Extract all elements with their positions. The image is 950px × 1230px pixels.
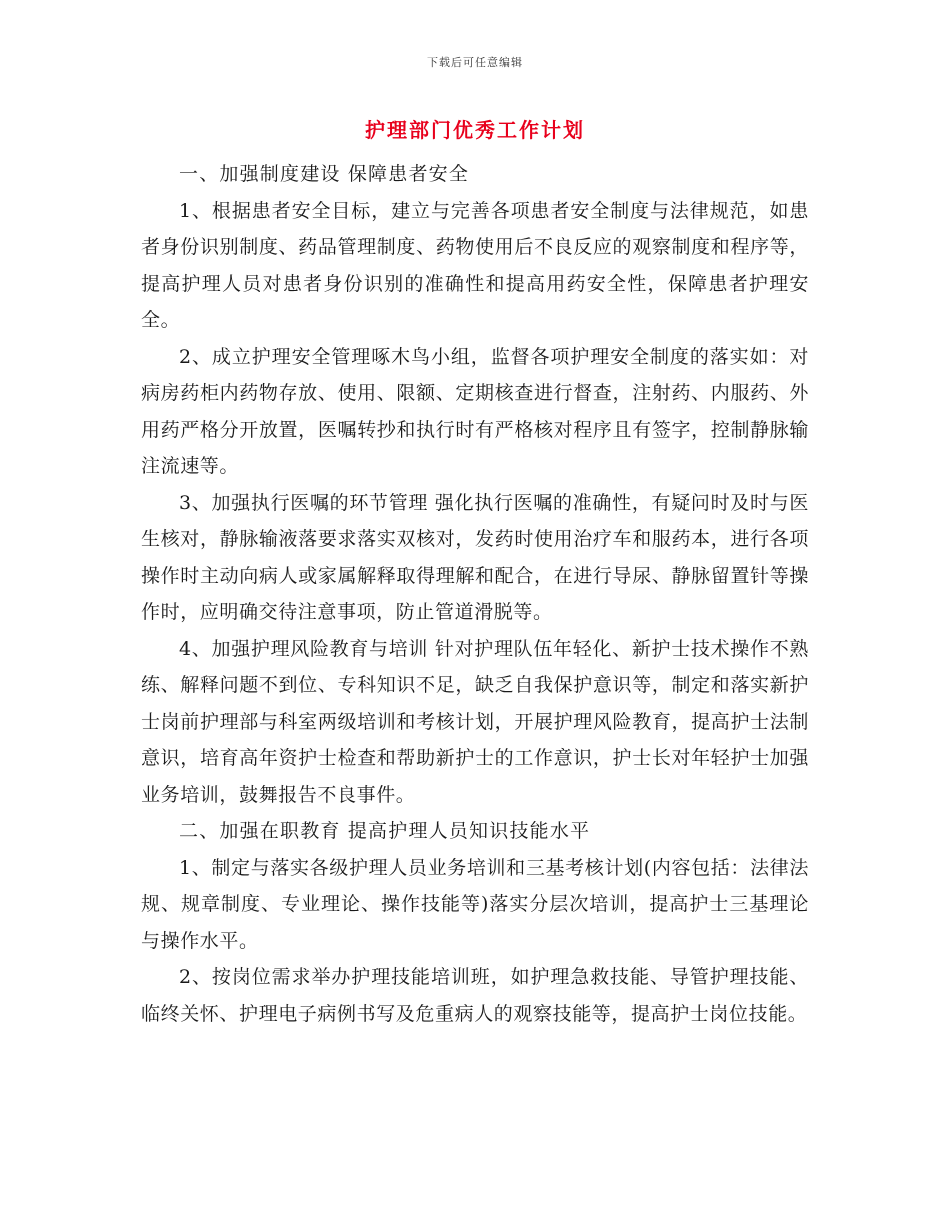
paragraph-1-1: 1、根据患者安全目标，建立与完善各项患者安全制度与法律规范，如患者身份识别制度、药品管理制度、药物使用后不良反应的观察制度和程序等，提高护理人员对患者身份识别的准确性和提高用药安全性，保障患者护理安全。 <box>141 199 809 331</box>
page-header-note: 下载后可任意编辑 <box>427 56 523 69</box>
paragraph-1-4: 4、加强护理风险教育与培训 针对护理队伍年轻化、新护士技术操作不熟练、解释问题不到位、专科知识不足，缺乏自我保护意识等，制定和落实新护士岗前护理部与科室两级培训和考核计划，开展护理风险教育，提高护士法制意识，培育高年资护士检查和帮助新护士的工作意识，护士长对年轻护士加强业务培训，鼓舞报告不良事件。 <box>141 637 809 806</box>
document-title: 护理部门优秀工作计划 <box>365 118 585 142</box>
paragraph-1-2: 2、成立护理安全管理啄木鸟小组，监督各项护理安全制度的落实如：对病房药柜内药物存放、使用、限额、定期核查进行督查，注射药、内服药、外用药严格分开放置，医嘱转抄和执行时有严格核对程序且有签字，控制静脉输注流速等。 <box>141 345 809 477</box>
document-body <box>141 156 809 1032</box>
section-heading-2: 二、加强在职教育 提高护理人员知识技能水平 <box>179 820 591 842</box>
paragraph-1-3: 3、加强执行医嘱的环节管理 强化执行医嘱的准确性，有疑问时及时与医生核对，静脉输液落要求落实双核对，发药时使用治疗车和服药本，进行各项操作时主动向病人或家属解释取得理解和配合，在进行导尿、静脉留置针等操作时，应明确交待注意事项，防止管道滑脱等。 <box>141 491 809 623</box>
paragraph-2-1: 1、制定与落实各级护理人员业务培训和三基考核计划(内容包括：法律法规、规章制度、专业理论、操作技能等)落实分层次培训，提高护士三基理论与操作水平。 <box>141 856 809 952</box>
paragraph-2-2: 2、按岗位需求举办护理技能培训班，如护理急救技能、导管护理技能、临终关怀、护理电子病例书写及危重病人的观察技能等，提高护士岗位技能。 <box>141 966 809 1025</box>
section-heading-1: 一、加强制度建设 保障患者安全 <box>179 163 470 185</box>
